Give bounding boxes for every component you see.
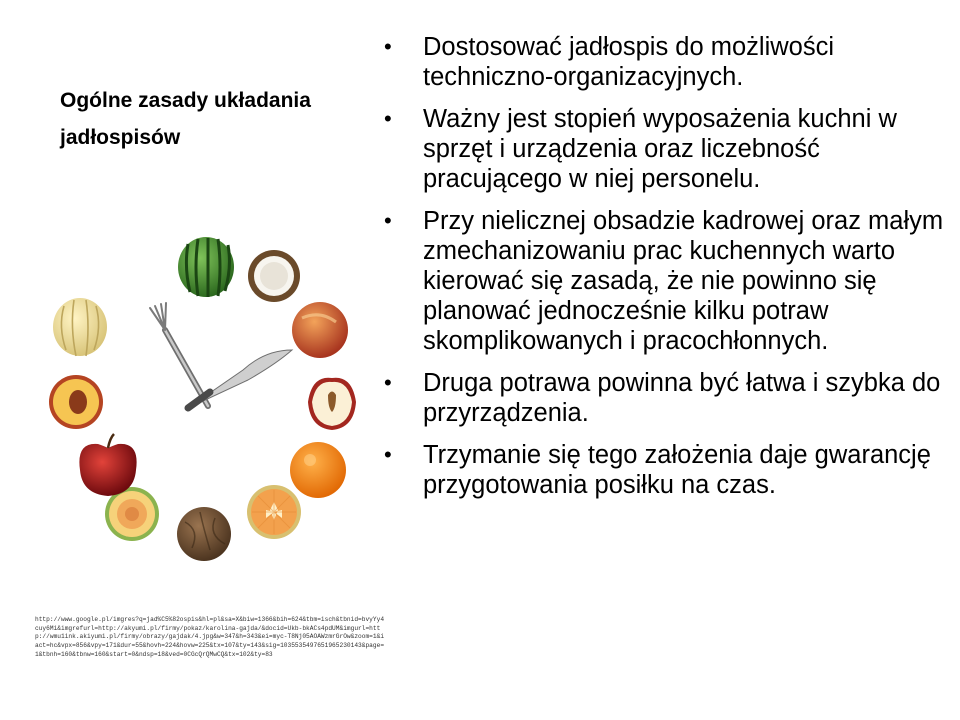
bullet-list (384, 32, 944, 512)
bullet-dot: • (384, 442, 392, 467)
red-apple-icon (79, 434, 136, 496)
cantaloupe-icon (53, 298, 107, 356)
slide-title (60, 82, 360, 156)
bullet-item (384, 32, 944, 92)
bullet-text: Trzymanie się tego założenia daje gwarancję przygotowania posiłku na czas. (423, 441, 931, 499)
coconut-icon (248, 250, 300, 302)
bullet-text: Przy nielicznej obsadzie kadrowej oraz małym zmechanizowaniu prac kuchennych warto kierować się zasadą, że nie powinno się planować jednocześnie kilku potraw skomplikowanych i pracochłonnych. (423, 207, 944, 355)
fork-icon (150, 303, 208, 406)
bullet-item (384, 104, 944, 194)
peach-icon (292, 302, 348, 358)
bullet-text: Druga potrawa powinna być łatwa i szybka do przyrządzenia. (423, 369, 941, 427)
bullet-text: Ważny jest stopień wyposażenia kuchni w sprzęt i urządzenia oraz liczebność pracującego w niej personelu. (423, 105, 897, 193)
image-source-url: http://www.google.pl/imgres?q=jad%C5%82ospis&hl=pl&sa=X&biw=1366&bih=624&tbm=isch&tbnid=bvyYy4cuy6Mi&imgrefurl=http://akyumi.pl/firmy/pokaz/karolina-gajda/&docid=Ukb-bkACs4pdUM&imgurl=http://wmu1ink.akiyumi.pl/firmy/obrazy/gajdak/4.jpg&w=347&h=343&ei=myc-T8Nj05AOAWzmrGrOw&zoom=1&iact=hc&vpx=856&vpy=171&dur=55&hovh=224&hovw=225&tx=107&ty=143&sig=1035535497651965230143&page=1&tbnh=160&tbnw=160&start=0&ndsp=18&ved=0CGcQrQMwCQ&tx=102&ty=83 (35, 616, 385, 658)
fruit-clock-image (40, 230, 370, 570)
knife-icon (188, 350, 292, 408)
bullet-item (384, 206, 944, 356)
orange-icon (290, 442, 346, 498)
bullet-dot: • (384, 34, 392, 59)
bullet-item (384, 368, 944, 428)
bullet-dot: • (384, 106, 392, 131)
bullet-dot: • (384, 208, 392, 233)
coconut-whole-icon (177, 507, 231, 561)
peach-half-icon (49, 375, 103, 429)
melon-half-icon (247, 485, 301, 539)
bullet-dot: • (384, 370, 392, 395)
bullet-item (384, 440, 944, 500)
apple-half-icon (308, 378, 356, 430)
slide-title-line-1: Ogólne zasady układania (60, 89, 311, 112)
bullet-text: Dostosować jadłospis do możliwości techniczno-organizacyjnych. (423, 33, 835, 91)
watermelon-icon (178, 237, 234, 297)
slide-title-line-2: jadłospisów (60, 126, 181, 149)
